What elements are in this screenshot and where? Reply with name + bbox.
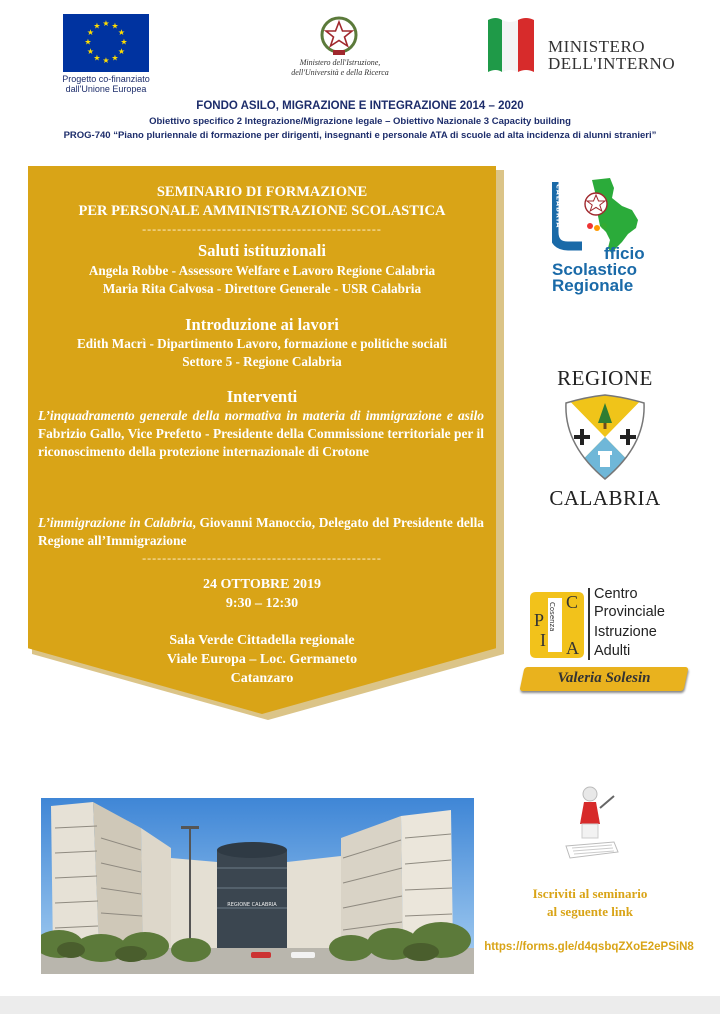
usr-scolastico-text: Scolastico [552, 260, 638, 279]
event-time: 9:30 – 12:30 [225, 596, 299, 611]
cpia-letter-a: A [566, 638, 579, 658]
intro-heading: Introduzione ai lavori [185, 315, 339, 334]
cpia-logo-icon [526, 588, 588, 660]
svg-text:★: ★ [117, 28, 126, 37]
separator-top: ------------------------------------------------ [142, 222, 382, 236]
svg-text:★: ★ [117, 47, 126, 56]
cpia-school-name: Valeria Solesin [557, 670, 651, 686]
event-date: 24 OTTOBRE 2019 [203, 577, 321, 592]
svg-text:★: ★ [84, 37, 92, 47]
building-sign: REGIONE CALABRIA [227, 902, 277, 908]
usr-office-text: fficio [604, 244, 645, 263]
italian-republic-emblem-icon [318, 14, 360, 58]
regione-label: REGIONE [557, 366, 653, 390]
saluti-heading: Saluti istituzionali [198, 241, 326, 260]
fund-title: FONDO ASILO, MIGRAZIONE E INTEGRAZIONE 2014 – 2020 [196, 100, 524, 112]
intro-speaker-line-1: Edith Macrì - Dipartimento Lavoro, formazione e politiche sociali [76, 336, 448, 351]
svg-text:★: ★ [86, 47, 95, 56]
cpia-centro: Centro [594, 586, 638, 602]
bottom-strip [0, 996, 720, 1014]
miur-caption-line-2: dell'Università e della Ricerca [291, 68, 389, 77]
italian-flag-icon [486, 14, 536, 72]
talk-1 [38, 407, 484, 461]
cittadella-regionale-photo [41, 798, 474, 974]
seminar-title-line-2: PER PERSONALE AMMINISTRAZIONE SCOLASTICA [78, 203, 446, 219]
separator-bottom: ------------------------------------------------ [142, 551, 382, 565]
svg-text:★: ★ [86, 28, 95, 37]
saluti-speaker-2: Maria Rita Calvosa - Direttore Generale - USR Calabria [102, 281, 422, 296]
signup-link[interactable]: https://forms.gle/d4qsbqZXoE2ePSiN8 [484, 941, 694, 953]
cpia-city: Cosenza [548, 602, 556, 632]
seminar-title-line-1: SEMINARIO DI FORMAZIONE [156, 184, 368, 200]
talk-1-speaker: Fabrizio Gallo, Vice Prefetto - Presidente della Commissione territoriale per il riconoscimento della protezione internazionale di Crotone [38, 426, 484, 459]
intro-speaker-line-2: Settore 5 - Regione Calabria [182, 354, 342, 369]
saluti-speaker-1: Angela Robbe - Assessore Welfare e Lavoro Regione Calabria [88, 263, 436, 278]
talk-1-title: L’inquadramento generale della normativa in materia di immigrazione e asilo [38, 408, 484, 423]
event-city: Catanzaro [230, 671, 294, 686]
eu-caption-line-2: dall'Unione Europea [65, 84, 147, 94]
svg-text:★: ★ [111, 53, 119, 63]
talk-2-speaker: , Giovanni Manoccio, Delegato del Presidente della Regione all’Immigrazione [38, 515, 484, 548]
svg-text:★: ★ [120, 37, 128, 47]
signup-text-line-1: Iscriviti al seminario [532, 886, 648, 901]
calabria-label: CALABRIA [549, 486, 661, 510]
miur-caption-line-1: Ministero dell'Istruzione, [299, 58, 381, 67]
event-venue: Sala Verde Cittadella regionale [169, 633, 355, 648]
event-address: Viale Europa – Loc. Germaneto [166, 652, 358, 667]
miur-caption [262, 58, 418, 78]
cpia-letter-p: P [534, 610, 545, 630]
regione-calabria-shield-icon [562, 393, 648, 481]
ministero-interno-line-1: MINISTERO [548, 37, 646, 56]
cpia-letter-c: C [566, 592, 579, 612]
cpia-provinciale: Provinciale [594, 604, 665, 620]
eu-caption-line-1: Progetto co-finanziato [62, 74, 150, 84]
ministero-interno-line-2: DELL'INTERNO [548, 54, 676, 73]
talk-2-title: L’immigrazione in Calabria [38, 515, 193, 530]
eu-flag-icon [63, 14, 149, 72]
cpia-istruzione: Istruzione [594, 624, 657, 640]
cpia-divider [588, 588, 590, 660]
signup-figure-icon [560, 784, 620, 862]
usr-vertical-text: CALABRIA [554, 184, 563, 229]
talk-2 [38, 514, 484, 550]
eu-caption [40, 74, 172, 94]
interventi-heading: Interventi [226, 387, 298, 406]
svg-text:★: ★ [111, 21, 119, 31]
svg-text:★: ★ [102, 19, 110, 28]
fund-objective: Obiettivo specifico 2 Integrazione/Migrazione legale – Obiettivo Nazionale 3 Capacity building [149, 116, 571, 127]
cpia-adulti: Adulti [594, 643, 631, 659]
cpia-letter-i: I [540, 630, 546, 650]
fund-program: PROG-740 “Piano pluriennale di formazione per dirigenti, insegnanti e personale ATA di scuole ad alta incidenza di alunni stranieri” [63, 130, 657, 141]
usr-regionale-text: Regionale [552, 276, 634, 295]
svg-text:★: ★ [102, 56, 110, 65]
svg-text:★: ★ [93, 21, 101, 31]
signup-text-line-2: al seguente link [547, 904, 633, 919]
svg-text:★: ★ [93, 53, 101, 63]
